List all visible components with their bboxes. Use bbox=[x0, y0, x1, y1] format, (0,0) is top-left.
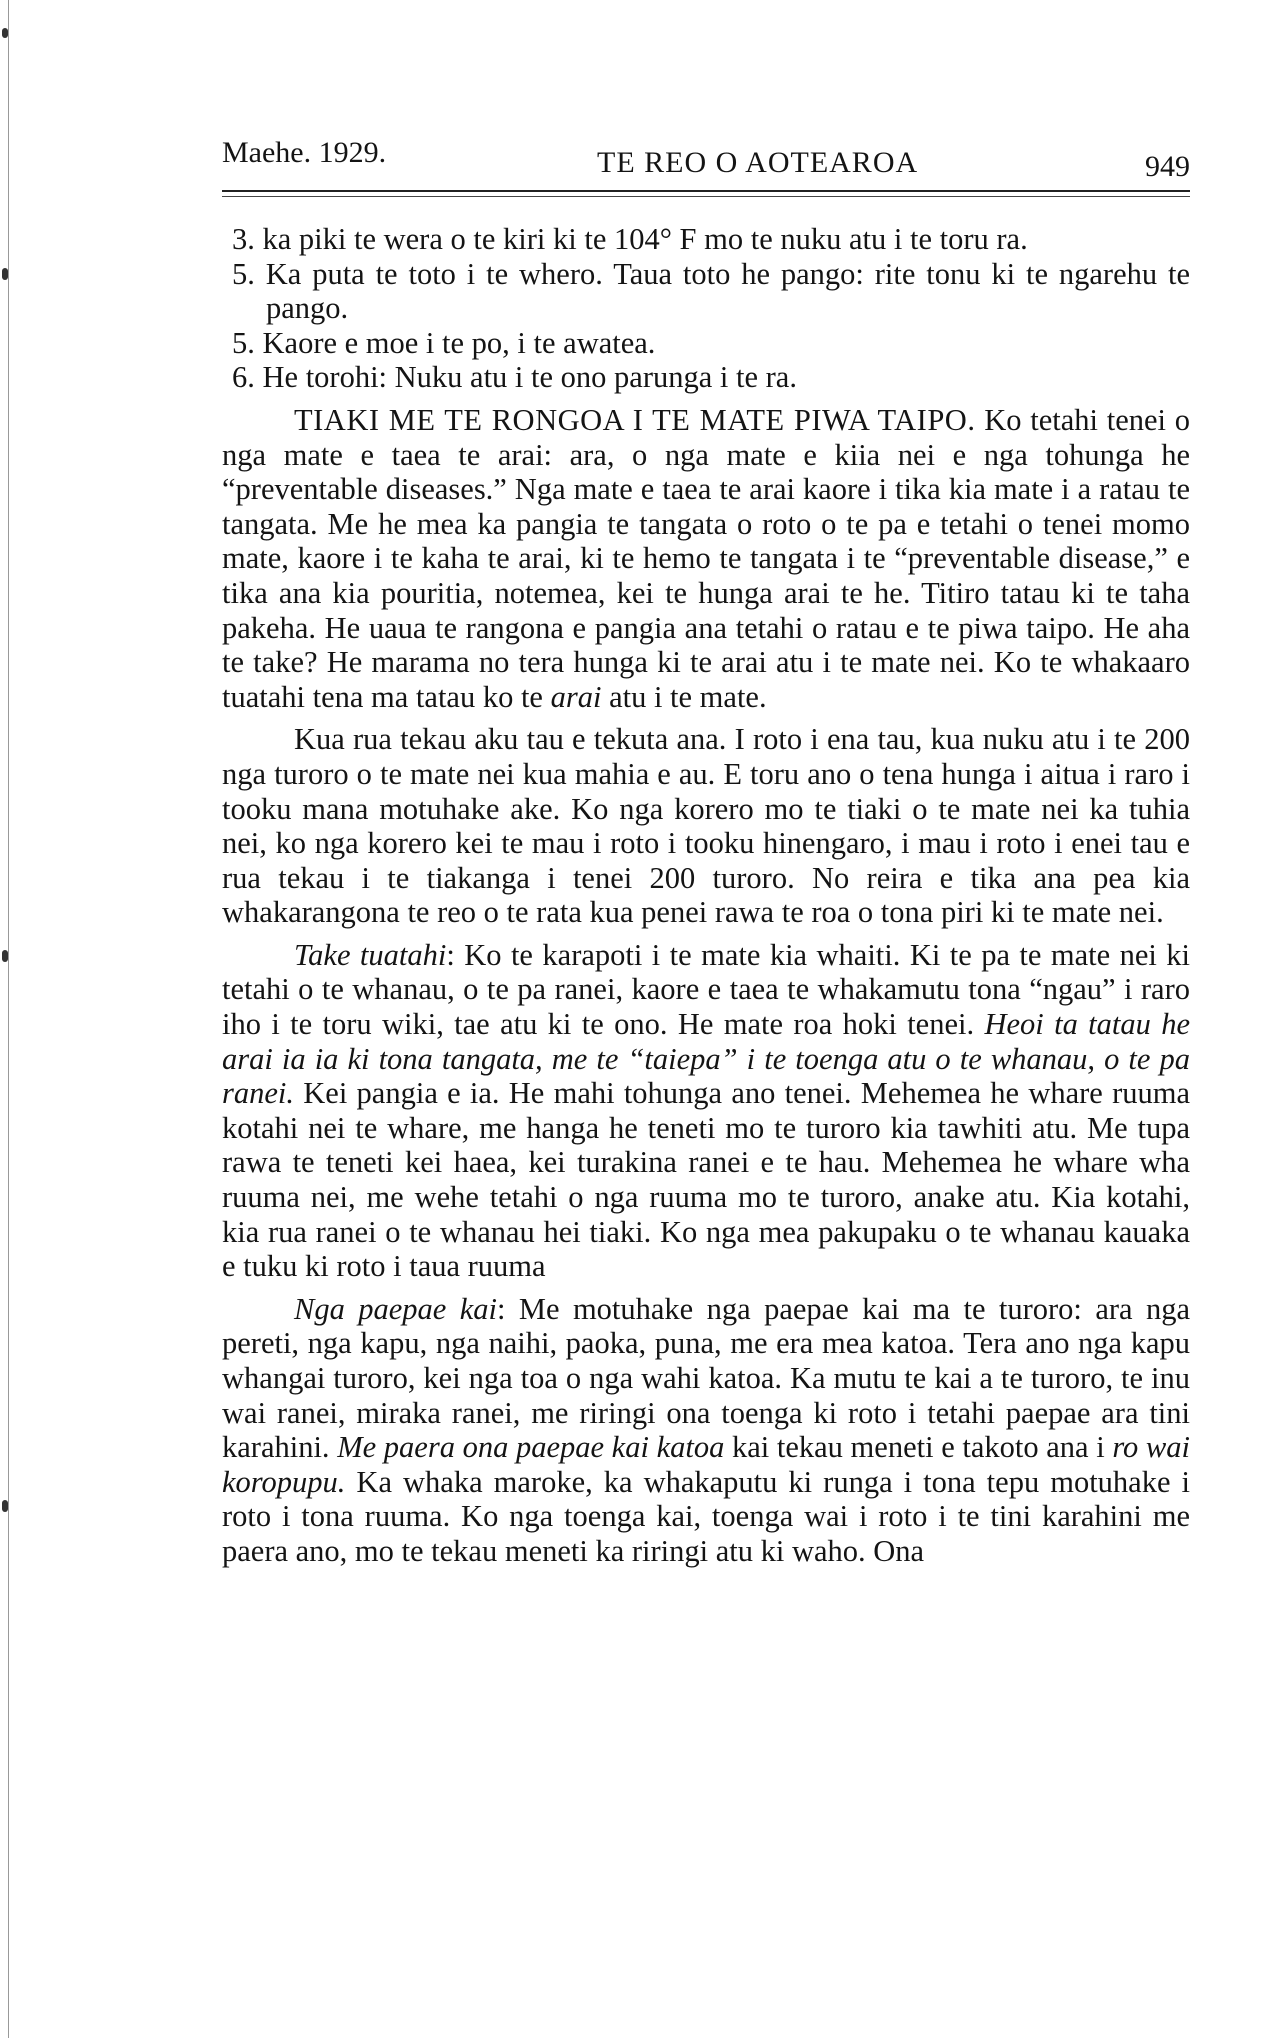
scan-edge bbox=[8, 0, 9, 2038]
paragraph-paepae-kai bbox=[222, 1292, 1190, 1569]
paragraph-tiaki bbox=[222, 403, 1190, 714]
subheading: Nga paepae kai bbox=[294, 1291, 497, 1326]
header-date: Maehe. 1929. bbox=[222, 136, 387, 169]
running-header bbox=[222, 132, 1190, 183]
paragraph-text: Kei pangia e ia. He mahi tohunga ano tenei. Mehemea he whare ruuma kotahi nei te whare, me hanga he teneti mo te turoro kia tawhiti atu. Me tupa rawa te teneti kei haea, kei turakina ranei e te hau. Mehemea he whare wha ruuma nei, me wehe tetahi o nga ruuma mo te turoro, anake atu. Kia kotahi, kia rua ranei o te whanau hei tiaki. Ko nga mea pakupaku o te whanau kauaka e tuku ki roto i taua ruuma bbox=[222, 1076, 1190, 1284]
header-rule bbox=[222, 190, 1190, 192]
paragraph-text: Ka whaka maroke, ka whakaputu ki runga i tona tepu motuhake i roto i tona ruuma. Ko nga toenga kai, toenga wai i roto i te tini karahini me paera ano, mo te tekau meneti ka riringi atu ki waho. Ona bbox=[222, 1464, 1190, 1568]
list-item: 3. ka piki te wera o te kiri ki te 104° F mo te nuku atu i te toru ra. bbox=[232, 222, 1028, 256]
emphasis: Heoi ta tatau he arai ia ia ki tona tangata, me te “taiepa” i te toenga atu o te whanau, o te pa ranei. bbox=[222, 1007, 1191, 1111]
list-item: 6. He torohi: Nuku atu i te ono parunga i te ra. bbox=[232, 360, 797, 395]
list-item: 5. Kaore e moe i te po, i te awatea. bbox=[232, 325, 656, 360]
symptom-list bbox=[222, 222, 1190, 395]
paragraph-tekuta: Kua rua tekau aku tau e tekuta ana. I roto i ena tau, kua nuku atu i te 200 nga turoro o te mate nei kua mahia e au. E toru ano o tena hunga i aitua i raro i tooku mana motuhake ake. Ko nga korero mo te tiaki o te mate nei ka tuhia nei, ko nga korero kei te mau i roto i tooku hinengaro, i mau i roto i enei tau e rua tekau i te tiakanga i tenei 200 turoro. No reira e tika ana pea kia whakarangona te reo o te rata kua penei rawa te roa o tona piri ki te mate nei. bbox=[222, 722, 1190, 930]
paragraph-text: : Ko te karapoti i te mate kia whaiti. Ki te pa te mate nei ki tetahi o te whanau, o te pa ranei, kaore e taea te whakamutu tona “ngau” i raro iho i te toru wiki, tae atu ki te ono. He mate roa hoki tenei. bbox=[222, 937, 1190, 1042]
subheading: Take tuatahi bbox=[294, 937, 447, 972]
paragraph-take-tuatahi bbox=[222, 938, 1190, 1284]
paragraph-text: kai tekau meneti e takoto ana i bbox=[724, 1430, 1113, 1465]
header-rule-thin bbox=[222, 196, 1190, 197]
section-heading: TIAKI ME TE RONGOA I TE MATE PIWA TAIPO. bbox=[294, 402, 976, 437]
header-title: TE REO O AOTEAROA bbox=[597, 146, 919, 179]
emphasis: arai bbox=[550, 679, 602, 714]
list-item: 5. Ka puta te toto i te whero. Taua toto he pango: rite tonu ki te ngarehu te pango. bbox=[232, 256, 1190, 326]
paragraph-text: : Me motuhake nga paepae kai ma te turoro: ara nga pereti, nga kapu, nga naihi, paoka, puna, me era mea katoa. Tera ano nga kapu whangai turoro, kei nga toa o nga wahi katoa. Ka mutu te kai a te turoro, te inu wai ranei, miraka ranei, me riringi ona toenga ki roto i tetahi paepae ara tini karahini. bbox=[222, 1291, 1190, 1465]
page-number: 949 bbox=[1145, 150, 1190, 183]
paragraph-text: atu i te mate. bbox=[601, 679, 767, 714]
article-body bbox=[222, 222, 1190, 1569]
paragraph-text: Ko tetahi tenei o nga mate e taea te arai: ara, o nga mate e kiia nei e nga tohunga he “preventable diseases.” Nga mate e taea te arai kaore i tika kia mate i a ratau te tangata. Me he mea ka pangia te tangata o roto o te pa e tetahi o tenei momo mate, kaore i te kaha te arai, ki te hemo te tangata i te “preventable disease,” e tika ana kia pouritia, notemea, kei te hunga arai te he. Titiro tatau ki te taha pakeha. He uaua te rangona e pangia ana tetahi o ratau e te piwa taipo. He aha te take? He marama no tera hunga ki te arai atu i te mate nei. Ko te whakaaro tuatahi tena ma tatau ko te bbox=[222, 402, 1190, 714]
emphasis: Me paera ona paepae kai katoa bbox=[337, 1430, 725, 1465]
emphasis: ro wai koropupu. bbox=[222, 1430, 1191, 1499]
